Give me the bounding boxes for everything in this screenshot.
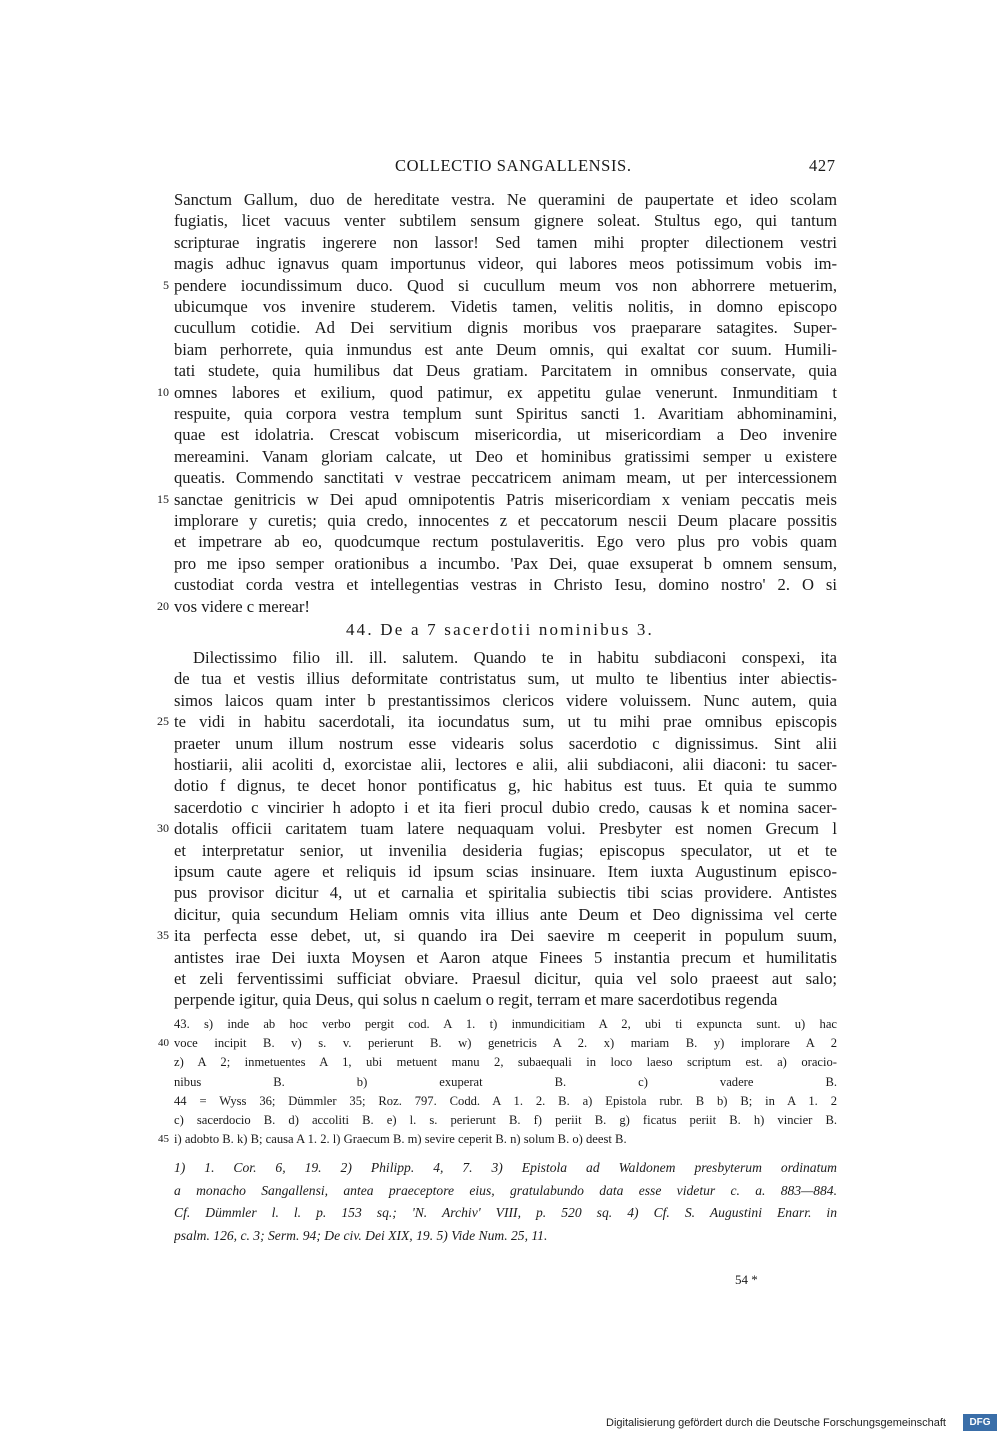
text-line: ita perfecta esse debet, ut, si quando ira Dei saevire m ceeperit in populum suum,	[174, 926, 837, 946]
text-line: te vidi in habitu sacerdotali, ita iocundatus sum, ut tu mihi prae omnibus episcopis	[174, 712, 837, 732]
text-line: omnes labores et exilium, quod patimur, ex appetitu gulae venerunt. Inmunditiam t	[174, 382, 837, 402]
text-line: sacerdotio c vincirier h adopto i et ita fieri procul dubio credo, causas k et nomina sacer-	[174, 797, 837, 817]
text-line: sanctae genitricis w Dei apud omnipotentis Patris misericordiam x veniam peccatis meis	[174, 489, 837, 509]
apparatus-line: nibus B. b) exuperat B. c) vadere B.	[174, 1074, 837, 1089]
text-line: ipsum caute agere et reliquis id ipsum scias insinuare. Item iuxta Augustinum episco-	[174, 862, 837, 881]
text-line: fugiatis, licet vacuus venter subtilem sensum gignere soleat. Stultus ego, qui tantum	[174, 211, 837, 231]
footer-credit: Digitalisierung gefördert durch die Deutsche Forschungsgemeinschaft	[606, 1417, 946, 1429]
text-line: dotio f dignus, te decet honor pontificatus g, hic habitus est tuus. Et quia te summo	[174, 776, 837, 796]
text-line: custodiat corda vestra et intellegentias vestras in Christo Iesu, domino nostro' 2. O si	[174, 575, 837, 595]
apparatus-line: i) adobto B. k) B; causa A 1. 2. l) Graecum B. m) sevire ceperit B. n) solum B. o) deest B.	[174, 1132, 627, 1147]
text-line: et zeli ferventissimi sufficiat obviare. Praesul dicitur, quia vel solo praeest aut salo;	[174, 969, 837, 988]
text-line: magis adhuc ignavus quam importunus videor, qui labores meos potissimum vobis im-	[174, 254, 837, 274]
line-number: 5	[163, 277, 169, 292]
text-line: pendere iocundissimum duco. Quod si cucullum meum vos non abhorrere metuerim,	[174, 275, 837, 295]
line-number: 20	[157, 598, 169, 613]
text-line: implorare y curetis; quia credo, innocentes z et peccatorum nescii Deum placare possitis	[174, 511, 837, 530]
note-line: Cf. Dümmler l. l. p. 153 sq.; 'N. Archiv' VIII, p. 520 sq. 4) Cf. S. Augustini Enarr. in	[174, 1205, 837, 1220]
running-title: COLLECTIO SANGALLENSIS.	[395, 156, 632, 175]
text-line: antistes irae Dei iuxta Moysen et Aaron atque Finees 5 instantia precum et humilitatis	[174, 947, 837, 967]
text-line: biam perhorrete, quia inmundus est ante Deum omnis, qui exaltat cor suum. Humili-	[174, 339, 837, 359]
text-line: quae est idolatria. Crescat vobiscum misericordia, ut misericordiam a Deo invenire	[174, 425, 837, 445]
text-line: pro me ipso semper orationibus a incumbo. 'Pax Dei, quae exsuperat b omnem sensum,	[174, 553, 837, 573]
text-line: Dilectissimo filio ill. ill. salutem. Quando te in habitu subdiaconi conspexi, ita	[193, 648, 837, 667]
apparatus-line: voce incipit B. v) s. v. perierunt B. w) genetricis A 2. x) mariam B. y) implorare A 2	[174, 1036, 837, 1051]
text-line: scripturae ingratis ingerere non lassor! Sed tamen mihi propter dilectionem vestri	[174, 232, 837, 252]
apparatus-line: 44 = Wyss 36; Dümmler 35; Roz. 797. Codd. A 1. 2. B. a) Epistola rubr. B b) B; in A 1. 2	[174, 1093, 837, 1108]
line-number: 45	[158, 1133, 169, 1146]
page-number: 427	[809, 156, 836, 175]
text-line: simos laicos quam inter b prestantissimos clericos videre voluissem. Nunc autem, quia	[174, 690, 837, 710]
text-line: cucullum cotidie. Ad Dei servitium dignis moribus vos praeparare satagites. Super-	[174, 318, 837, 338]
text-line: respuite, quia corpora vestra templum sunt Spiritus sancti 1. Avaritiam abhominamini,	[174, 404, 837, 423]
text-line: vos videre c merear!	[174, 596, 310, 616]
text-line: Sanctum Gallum, duo de hereditate vestra. Ne queramini de paupertate et ideo scolam	[174, 190, 837, 209]
note-line: a monacho Sangallensi, antea praeceptore eius, gratulabundo data esse videtur c. a. 883—884.	[174, 1182, 837, 1198]
text-line: tati studete, quia humilibus dat Deus gratiam. Parcitatem in omnibus conservate, quia	[174, 361, 837, 381]
note-line: 1) 1. Cor. 6, 19. 2) Philipp. 4, 7. 3) Epistola ad Waldonem presbyterum ordinatum	[174, 1160, 837, 1175]
line-number: 30	[157, 821, 169, 836]
apparatus-line: 43. s) inde ab hoc verbo pergit cod. A 1. t) inmundicitiam A 2, ubi ti expuncta sunt. u) hac	[174, 1017, 837, 1031]
text-line: et interpretatur senior, ut invenilia desideria fugias; episcopus speculator, ut et te	[174, 840, 837, 860]
line-number: 25	[157, 714, 169, 729]
text-line: ubicumque vos invenire studerem. Videtis tamen, velitis nolitis, in domno episcopo	[174, 297, 837, 316]
text-line: hostiarii, alii acoliti d, exorcistae alii, lectores e alii, alii subdiaconi, alii diaconi: tu sacer-	[174, 755, 837, 774]
text-line: de tua et vestis illius deformitate contristatus sum, ut multo te libentius inter abiectis-	[174, 669, 837, 689]
line-number: 10	[157, 384, 169, 399]
apparatus-line: z) A 2; inmetuentes A 1, ubi metuent manu 2, subaequali in loco laeso scriptum est. a) oracio-	[174, 1055, 837, 1070]
text-line: queatis. Commendo sanctitati v vestrae peccatricem animam meam, ut per intercessionem	[174, 468, 837, 488]
note-line: psalm. 126, c. 3; Serm. 94; De civ. Dei XIX, 19. 5) Vide Num. 25, 11.	[174, 1227, 548, 1243]
text-line: et impetrare ab eo, quodcumque rectum postulaveritis. Ego vero plus pro vobis quam	[174, 532, 837, 552]
line-number: 15	[157, 491, 169, 506]
text-line: pus provisor dicitur 4, ut et carnalia et spiritalia subiectis tibi scias providere. Antistes	[174, 883, 837, 903]
line-number: 40	[158, 1037, 169, 1050]
text-line: praeter unum illum nostrum esse videaris solus sacerdotio c dignissimus. Sint alii	[174, 733, 837, 753]
text-line: perpende igitur, quia Deus, qui solus n caelum o regit, terram et mare sacerdotibus regenda	[174, 990, 778, 1010]
signature-mark: 54 *	[735, 1272, 758, 1287]
apparatus-line: c) sacerdocio B. d) accoliti B. e) l. s. perierunt B. f) periit B. g) ficatus periit B. h) vincier B.	[174, 1113, 837, 1127]
text-line: mereamini. Vanam gloriam calcate, ut Deo et hominibus gratissimi semper u existere	[174, 446, 837, 466]
line-number: 35	[157, 928, 169, 943]
text-line: dicitur, quia secundum Heliam omnis vita illius ante Deum et Deo dignissima vel certe	[174, 904, 837, 924]
dfg-logo: DFG	[963, 1414, 997, 1431]
text-line: dotalis officii caritatem tuam latere nequaquam volui. Presbyter est nomen Grecum l	[174, 819, 837, 839]
section-heading: 44. De a 7 sacerdotii nominibus 3.	[345, 620, 655, 639]
